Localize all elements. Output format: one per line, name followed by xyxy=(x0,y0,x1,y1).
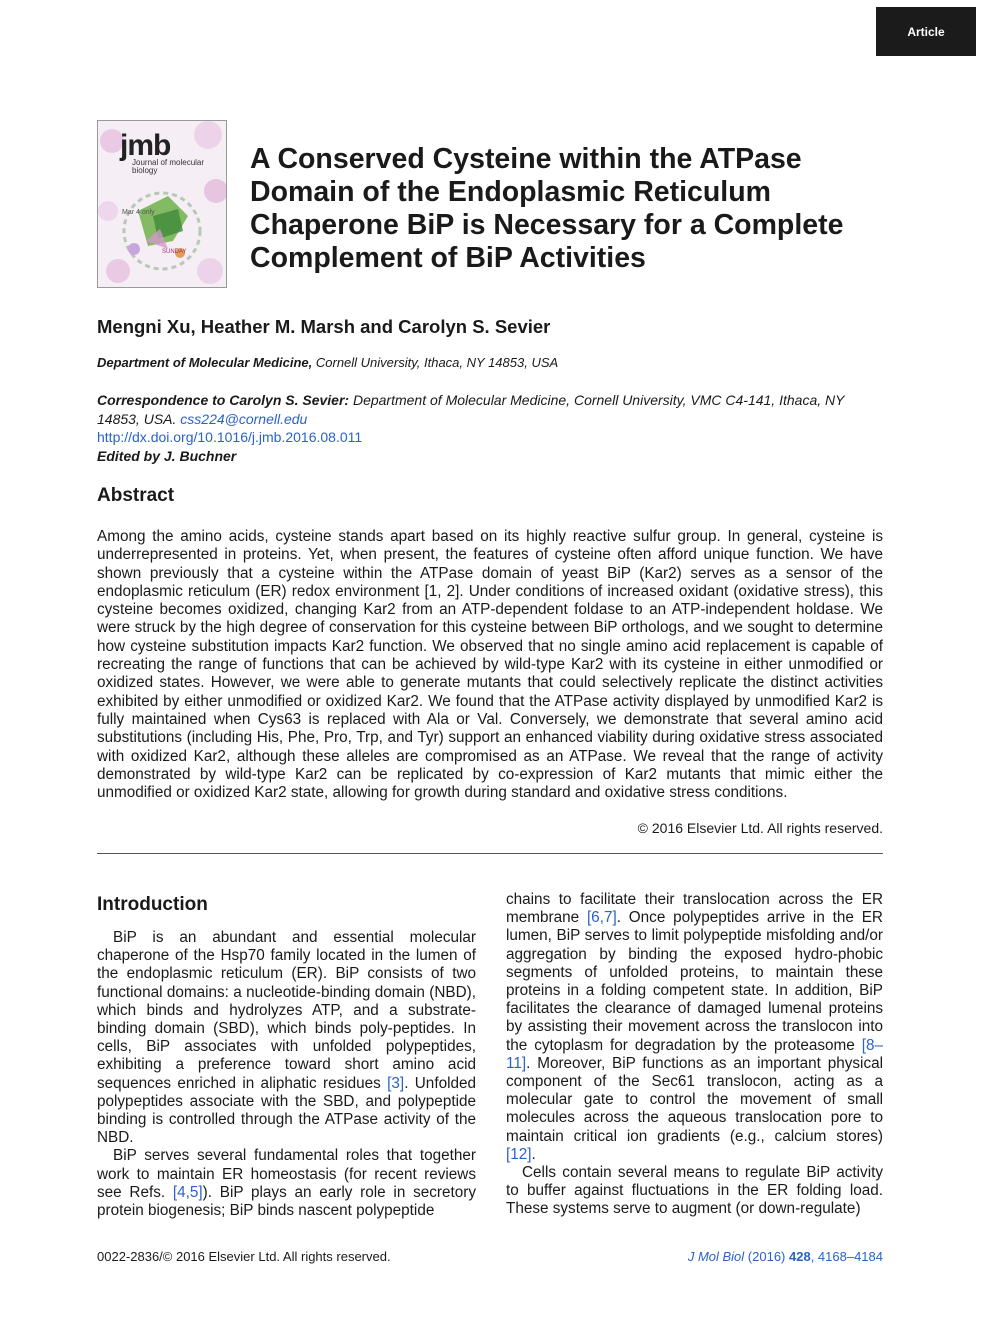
left-column xyxy=(97,929,476,1220)
footer-issn: 0022-2836/© 2016 Elsevier Ltd. All rights reserved. xyxy=(97,1249,391,1264)
cover-label-1: Mar 4 only xyxy=(122,209,155,216)
footer-pages: , 4168–4184 xyxy=(810,1249,883,1264)
intro-paragraph-2: BiP serves several fundamental roles that together work to maintain ER homeostasis (for recent reviews see Refs. [4,5]). BiP plays an early role in secretory protein biogenesis; BiP binds nascent polypeptide xyxy=(97,1147,476,1220)
intro-paragraph-1: BiP is an abundant and essential molecular chaperone of the Hsp70 family located in the lumen of the endoplasmic reticulum (ER). BiP consists of two functional domains: a nucleotide-binding domain (NBD), which binds and hydrolyzes ATP, and a substrate-binding domain (SBD), which binds poly-peptides. In cells, BiP associates with unfolded polypeptides, exhibiting a preference toward short amino acid sequences enriched in aliphatic residues [3]. Unfolded polypeptides associate with the SBD, and polypeptide binding is controlled through the ATPase activity of the NBD. xyxy=(97,929,476,1147)
right-column xyxy=(506,891,883,1219)
citation-link[interactable]: [3] xyxy=(387,1074,405,1092)
footer-citation[interactable] xyxy=(560,1249,883,1264)
citation-link[interactable]: [4,5] xyxy=(172,1183,203,1201)
affiliation-place: Cornell University, Ithaca, NY 14853, USA xyxy=(312,355,559,370)
article-type-label: Article xyxy=(907,24,945,39)
cover-label-2: SUNDAY xyxy=(162,249,187,255)
article-title: A Conserved Cysteine within the ATPase Domain of the Endoplasmic Reticulum Chaperone BiP is Necessary for a Complete Complement of BiP Activities xyxy=(250,143,844,274)
correspondence-block xyxy=(97,391,887,465)
footer-journal: J Mol Biol xyxy=(687,1249,745,1264)
citation-link[interactable]: [12] xyxy=(506,1145,532,1163)
abstract-text: Among the amino acids, cysteine stands apart based on its highly reactive sulfur group. In general, cysteine is underrepresented in proteins. Yet, when present, the features of cysteine often afford unique function. We have shown previously that a cysteine within the ATPase domain of yeast BiP (Kar2) serves as a sensor of the endoplasmic reticulum (ER) redox environment [1, 2]. Under conditions of increased oxidant (oxidative stress), this cysteine becomes oxidized, changing Kar2 from an ATP-dependent foldase to an ATP-independent holdase. We were struck by the high degree of conservation for this cysteine between BiP orthologs, and we sought to determine how cysteine substitution impacts Kar2 function. We observed that no single amino acid replacement is capable of recreating the range of functions that can be achieved by wild-type Kar2 with its cysteine in either unmodified or oxidized states. However, we were able to generate mutants that could selectively replicate the distinct activities exhibited by either unmodified or oxidized Kar2. We found that the ATPase activity displayed by unmodified Kar2 is fully maintained when Cys63 is replaced with Ala or Val. Conversely, we demonstrate that several amino acid substitutions (including His, Phe, Pro, Trp, and Tyr) support an enhanced viability during oxidative stress associated with oxidized Kar2, although these alleles are compromised as an ATPase. We reveal that the range of activity demonstrated by wild-type Kar2 can be replicated by co-expression of Kar2 mutants that mimic either the unmodified or oxidized Kar2 state, allowing for growth during standard and oxidative stress conditions. xyxy=(97,528,883,802)
edited-by: Edited by J. Buchner xyxy=(97,447,237,464)
footer-volume: 428 xyxy=(789,1249,811,1264)
citation-link[interactable]: [6,7] xyxy=(586,909,617,927)
correspondence-label: Correspondence to Carolyn S. Sevier: xyxy=(97,392,350,408)
abstract-copyright: © 2016 Elsevier Ltd. All rights reserved. xyxy=(637,820,883,836)
article-type-badge xyxy=(876,7,976,56)
doi-link[interactable]: http://dx.doi.org/10.1016/j.jmb.2016.08.011 xyxy=(97,429,363,445)
affiliation-department: Department of Molecular Medicine, xyxy=(97,355,313,370)
citation-link[interactable]: [8–11] xyxy=(506,1036,883,1072)
intro-paragraph-3: chains to facilitate their translocation across the ER membrane [6,7]. Once polypeptides arrive in the ER lumen, BiP serves to limit polypeptide misfolding and/or aggregation by binding the exposed hydro-phobic segments of unfolded proteins, to maintain these proteins in a folding competent state. In addition, BiP facilitates the clearance of damaged lumenal proteins by assisting their movement across the translocon into the cytoplasm for degradation by the proteasome [8–11]. Moreover, BiP functions as an important physical component of the Sec61 translocon, acting as a molecular gate to control the movement of small molecules across the aqueous translocation pore to maintain critical ion gradients (e.g., calcium stores) [12]. xyxy=(506,891,883,1163)
intro-paragraph-4: Cells contain several means to regulate BiP activity to buffer against fluctuations in the ER folding load. These systems serve to augment (or down-regulate) xyxy=(506,1164,883,1218)
journal-cover-thumbnail[interactable] xyxy=(97,120,227,288)
journal-full-name: Journal of molecular biology xyxy=(132,158,205,175)
section-divider xyxy=(97,853,883,854)
introduction-heading: Introduction xyxy=(97,894,208,915)
author-list: Mengni Xu, Heather M. Marsh and Carolyn S. Sevier xyxy=(97,316,551,337)
journal-abbreviation: jmb xyxy=(120,129,171,162)
correspondence-email-link[interactable]: css224@cornell.edu xyxy=(180,410,308,427)
correspondence-address: Department of Molecular Medicine, Cornell University, VMC C4-141, Ithaca, NY 14853, USA. xyxy=(97,392,845,427)
affiliation xyxy=(97,355,558,370)
abstract-heading: Abstract xyxy=(97,485,175,506)
footer-year: (2016) xyxy=(744,1249,789,1264)
